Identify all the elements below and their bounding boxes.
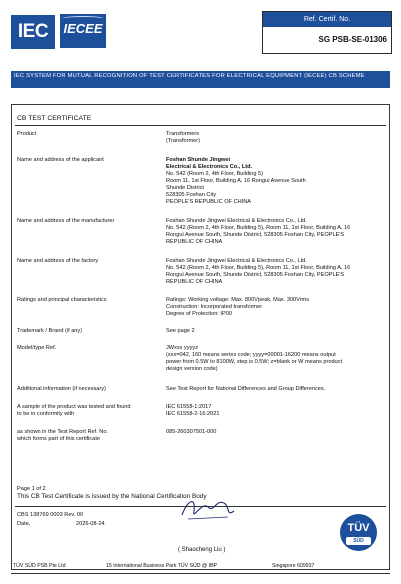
field-label: Ratings and principal characteristics	[17, 297, 107, 303]
field-value: Room 11, 1st Floor, Building A, 16 Rongui Avenue South	[166, 178, 306, 184]
field-value: REPUBLIC OF CHINA	[166, 239, 223, 245]
field-value: (Transformer)	[166, 138, 200, 144]
field-label: which forms part of this certificate	[17, 436, 101, 442]
field-value: PEOPLE'S REPUBLIC OF CHINA	[166, 199, 251, 205]
iecee-logo-text: IECEE	[63, 21, 103, 36]
company-name: TÜV SÜD PSB Pte Ltd	[13, 563, 66, 569]
field-value: Electrical & Electronics Co., Ltd.	[166, 164, 253, 170]
tuv-logo-sub	[346, 537, 371, 545]
field-label: Model/type Ref.	[17, 345, 57, 351]
field-value: Foshan Shunde Jingwei Electrical & Electronics Co., Ltd.	[166, 218, 307, 224]
issued-by-statement: This CB Test Certificate is issued by the National Certification Body	[17, 493, 207, 500]
page-bottom-divider	[11, 573, 390, 574]
field-value: Degree of Protection: IP00	[166, 311, 232, 317]
field-value: JWxxx yyyyz	[166, 345, 199, 351]
company-city: Singapore 609937	[272, 563, 315, 569]
field-value: (xxx=042, 160 means series code; yyyy=00001-16200 means output	[166, 352, 336, 358]
page-number: Page 1 of 2	[17, 486, 46, 492]
title-divider	[15, 125, 386, 126]
company-address: 15 International Business Park TÜV SÜD @ IBP	[106, 563, 217, 569]
scheme-banner: IEC SYSTEM FOR MUTUAL RECOGNITION OF TEST CERTIFICATES FOR ELECTRICAL EQUIPMENT (IECEE) CB SCHEME	[11, 71, 390, 88]
field-label: Trademark / Brand (if any)	[17, 328, 83, 334]
field-value: IEC 61558-1:2017	[166, 404, 212, 410]
field-value: See page 2	[166, 328, 195, 334]
document-code: CBS 138769 0003 Rev. 00	[17, 512, 84, 518]
signatory-name: ( Shaocheng Liu )	[178, 547, 226, 553]
date-value: 2026-08-24	[76, 521, 105, 527]
field-label: as shown in the Test Report Ref. No.	[17, 429, 108, 435]
field-value: Shunde District	[166, 185, 204, 191]
tuv-logo-text: TÜV	[347, 522, 370, 534]
field-value: design version code)	[166, 366, 218, 372]
reference-certificate-box	[262, 11, 392, 54]
date-label: Date,	[17, 521, 31, 527]
field-value: No. 542 (Room 2, 4th Floor, Building 5), Room 11, 1st Floor, Building A, 16	[166, 265, 351, 271]
field-value: Transformers	[166, 131, 200, 137]
field-value: See Test Report for National Differences and Group Differences.	[166, 386, 326, 392]
field-value: Construction: Incorporated transformer	[166, 304, 263, 310]
field-value: No. 542 (Room 2, 4th Floor, Building 5), Room 11, 1st Floor, Building A, 16	[166, 225, 351, 231]
field-value: 085-260307501-000	[166, 429, 217, 435]
field-value: REPUBLIC OF CHINA	[166, 279, 223, 285]
field-label: Additional information (if necessary)	[17, 386, 106, 392]
field-value: Foshan Shunde Jingwei Electrical & Electronics Co., Ltd.	[166, 258, 307, 264]
ref-label: Ref. Certif. No.	[263, 12, 391, 27]
tuv-sud-logo	[340, 514, 377, 551]
field-label: Name and address of the applicant	[17, 157, 104, 163]
field-label: Product	[17, 131, 37, 137]
iec-logo	[11, 15, 55, 49]
field-value: Ratings: Working voltage: Max. 800Vpeak, Max. 300Vrms	[166, 297, 310, 303]
field-value: Rongui Avenue South, Shunde District, 528305 Foshan City, PEOPLE'S	[166, 232, 345, 238]
iec-logo-text: IEC	[17, 21, 49, 42]
field-label: to be in conformity with	[17, 411, 75, 417]
field-label: A sample of the product was tested and found	[17, 404, 131, 410]
iecee-logo	[60, 14, 106, 48]
field-label: Name and address of the manufacturer	[17, 218, 115, 224]
field-value: Foshan Shunde Jingwei	[166, 157, 231, 163]
signature-image	[178, 493, 238, 525]
field-value: power from 0.5W to 8100W, step is 0.5W; z=blank or W means product	[166, 359, 343, 365]
field-value: Rongui Avenue South, Shunde District, 528305 Foshan City, PEOPLE'S	[166, 272, 345, 278]
field-label: Name and address of the factory	[17, 258, 99, 264]
ref-number: SG PSB-SE-01306	[318, 35, 387, 44]
field-value: IEC 61558-2-16:2021	[166, 411, 220, 417]
field-value: 528305 Foshan City	[166, 192, 217, 198]
tuv-logo-sub-text: SÜD	[353, 538, 364, 544]
certificate-title: CB TEST CERTIFICATE	[17, 115, 92, 122]
field-value: No. 542 (Room 2, 4th Floor, Building 5)	[166, 171, 264, 177]
